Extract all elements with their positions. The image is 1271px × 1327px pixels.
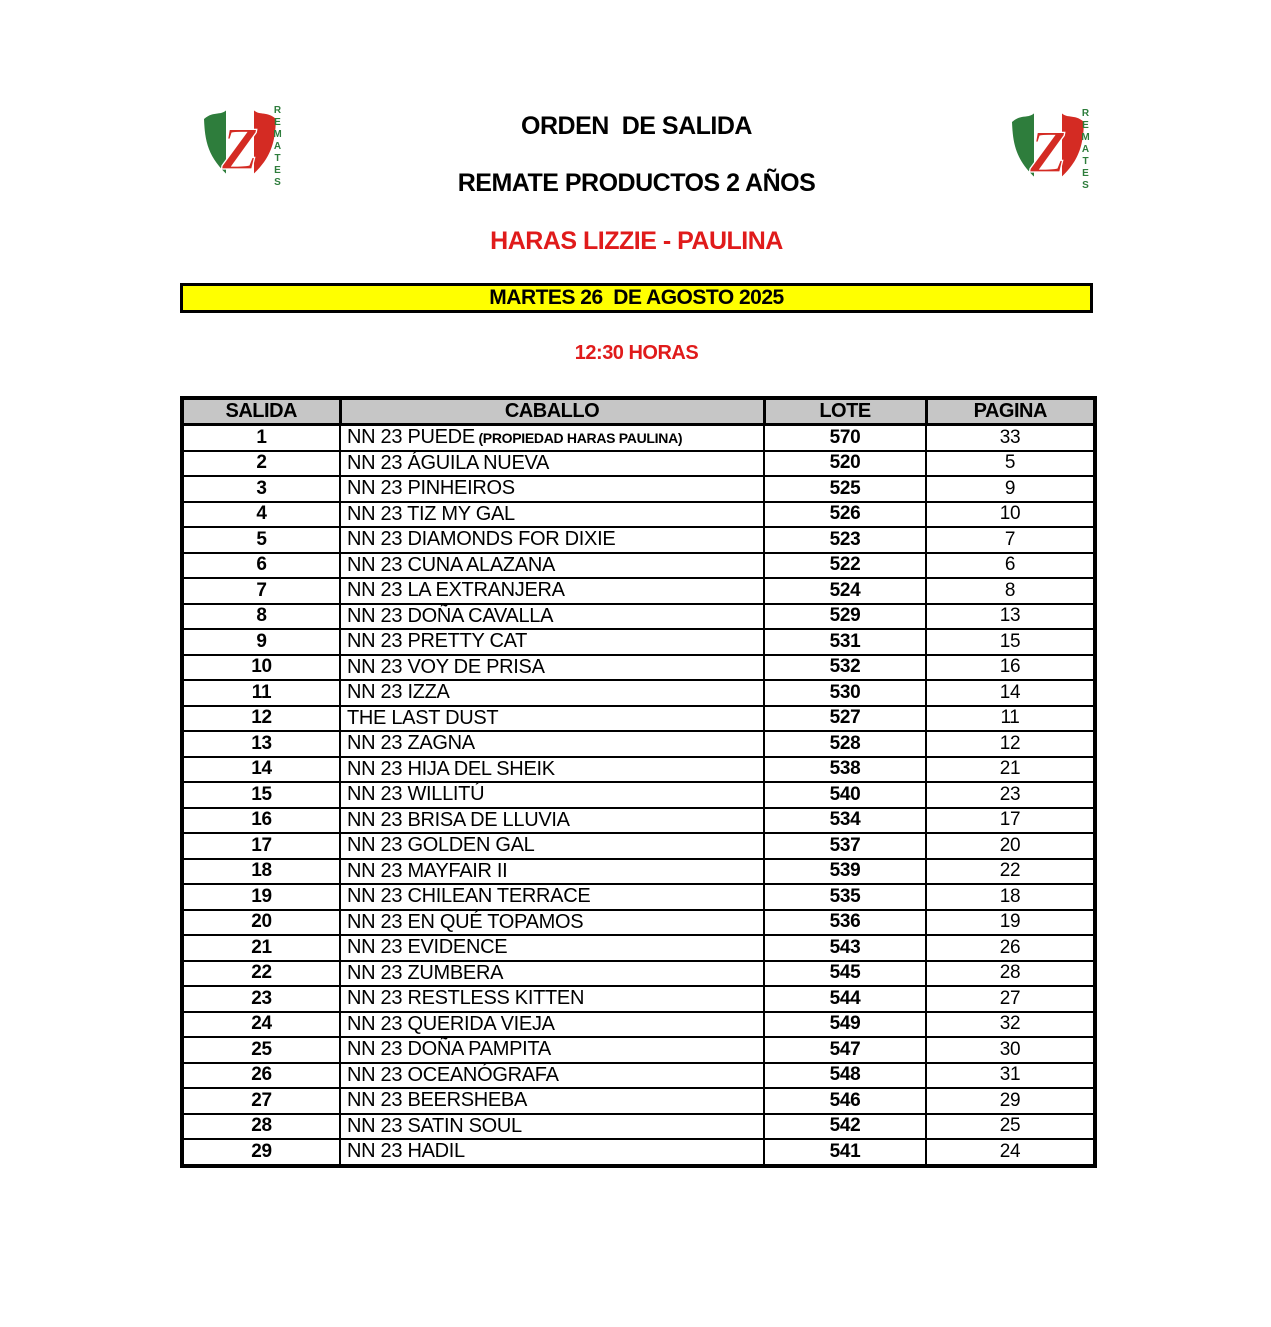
cell-caballo <box>340 527 764 553</box>
table-row <box>182 578 1095 604</box>
horse-name: NN 23 DOÑA CAVALLA <box>347 604 554 627</box>
cell-pagina: 17 <box>926 808 1095 834</box>
cell-pagina: 11 <box>926 706 1095 732</box>
horse-name: NN 23 DIAMONDS FOR DIXIE <box>347 528 616 551</box>
horse-name: NN 23 LA EXTRANJERA <box>347 579 565 602</box>
cell-pagina: 8 <box>926 578 1095 604</box>
cell-caballo <box>340 1139 764 1166</box>
cell-salida: 11 <box>182 680 340 706</box>
cell-salida: 8 <box>182 604 340 630</box>
table-row <box>182 782 1095 808</box>
horse-name: NN 23 EN QUÉ TOPAMOS <box>347 910 584 933</box>
table-row <box>182 706 1095 732</box>
cell-caballo <box>340 986 764 1012</box>
column-header-pagina: PAGINA <box>926 398 1095 425</box>
cell-lote: 536 <box>764 910 926 936</box>
table-row <box>182 502 1095 528</box>
column-header-salida: SALIDA <box>182 398 340 425</box>
cell-pagina: 9 <box>926 476 1095 502</box>
cell-pagina: 19 <box>926 910 1095 936</box>
cell-pagina: 21 <box>926 757 1095 783</box>
cell-salida: 5 <box>182 527 340 553</box>
horse-name: NN 23 TIZ MY GAL <box>347 502 515 525</box>
table-row <box>182 935 1095 961</box>
horse-name: NN 23 PINHEIROS <box>347 477 515 500</box>
cell-salida: 16 <box>182 808 340 834</box>
cell-pagina: 27 <box>926 986 1095 1012</box>
cell-salida: 26 <box>182 1063 340 1089</box>
cell-caballo <box>340 553 764 579</box>
horse-name: NN 23 ÁGUILA NUEVA <box>347 451 550 474</box>
cell-salida: 25 <box>182 1037 340 1063</box>
cell-caballo <box>340 961 764 987</box>
svg-text:Z: Z <box>1029 119 1067 185</box>
table-row <box>182 910 1095 936</box>
cell-lote: 542 <box>764 1114 926 1140</box>
remates-logo-vertical-label: REMATES <box>1080 108 1091 192</box>
table-row <box>182 1063 1095 1089</box>
cell-lote: 526 <box>764 502 926 528</box>
cell-salida: 21 <box>182 935 340 961</box>
horse-name: NN 23 WILLITÚ <box>347 783 485 806</box>
cell-lote: 570 <box>764 425 926 451</box>
cell-caballo <box>340 655 764 681</box>
table-row <box>182 655 1095 681</box>
cell-lote: 539 <box>764 859 926 885</box>
cell-lote: 538 <box>764 757 926 783</box>
cell-pagina: 7 <box>926 527 1095 553</box>
cell-pagina: 20 <box>926 833 1095 859</box>
cell-lote: 527 <box>764 706 926 732</box>
cell-salida: 3 <box>182 476 340 502</box>
cell-salida: 10 <box>182 655 340 681</box>
horse-name: NN 23 ZAGNA <box>347 732 475 755</box>
cell-lote: 549 <box>764 1012 926 1038</box>
cell-caballo <box>340 757 764 783</box>
cell-pagina: 33 <box>926 425 1095 451</box>
horse-name: NN 23 RESTLESS KITTEN <box>347 987 585 1010</box>
cell-pagina: 18 <box>926 884 1095 910</box>
cell-salida: 19 <box>182 884 340 910</box>
column-header-caballo: CABALLO <box>340 398 764 425</box>
cell-salida: 15 <box>182 782 340 808</box>
cell-pagina: 6 <box>926 553 1095 579</box>
cell-pagina: 29 <box>926 1088 1095 1114</box>
table-row <box>182 731 1095 757</box>
horse-name: NN 23 PRETTY CAT <box>347 630 528 653</box>
cell-lote: 534 <box>764 808 926 834</box>
cell-pagina: 14 <box>926 680 1095 706</box>
table-row <box>182 527 1095 553</box>
table-row <box>182 808 1095 834</box>
cell-lote: 532 <box>764 655 926 681</box>
cell-lote: 522 <box>764 553 926 579</box>
table-row <box>182 451 1095 477</box>
cell-salida: 12 <box>182 706 340 732</box>
table-row <box>182 884 1095 910</box>
cell-caballo <box>340 1037 764 1063</box>
table-row <box>182 629 1095 655</box>
cell-lote: 545 <box>764 961 926 987</box>
table-header-row <box>182 398 1095 425</box>
cell-salida: 18 <box>182 859 340 885</box>
cell-caballo <box>340 425 764 451</box>
cell-caballo <box>340 833 764 859</box>
column-header-lote: LOTE <box>764 398 926 425</box>
table-row <box>182 604 1095 630</box>
cell-pagina: 5 <box>926 451 1095 477</box>
page-title: ORDEN DE SALIDA <box>521 112 752 140</box>
cell-pagina: 13 <box>926 604 1095 630</box>
horse-name: NN 23 PUEDE <box>347 426 475 449</box>
remates-logo-vertical-label: REMATES <box>272 105 283 189</box>
order-table <box>180 396 1097 1168</box>
cell-lote: 525 <box>764 476 926 502</box>
cell-salida: 24 <box>182 1012 340 1038</box>
cell-salida: 17 <box>182 833 340 859</box>
horse-name: NN 23 BRISA DE LLUVIA <box>347 808 570 831</box>
cell-lote: 546 <box>764 1088 926 1114</box>
cell-pagina: 16 <box>926 655 1095 681</box>
horse-name: NN 23 HADIL <box>347 1140 465 1163</box>
horse-name: NN 23 CHILEAN TERRACE <box>347 885 591 908</box>
cell-caballo <box>340 629 764 655</box>
cell-caballo <box>340 604 764 630</box>
cell-caballo <box>340 884 764 910</box>
cell-caballo <box>340 1088 764 1114</box>
cell-pagina: 24 <box>926 1139 1095 1166</box>
table-row <box>182 833 1095 859</box>
cell-lote: 540 <box>764 782 926 808</box>
cell-salida: 20 <box>182 910 340 936</box>
cell-salida: 6 <box>182 553 340 579</box>
cell-lote: 531 <box>764 629 926 655</box>
horse-name: NN 23 EVIDENCE <box>347 936 508 959</box>
order-table-body <box>182 425 1095 1166</box>
cell-salida: 9 <box>182 629 340 655</box>
cell-pagina: 32 <box>926 1012 1095 1038</box>
horse-name: NN 23 DOÑA PAMPITA <box>347 1038 551 1061</box>
cell-pagina: 25 <box>926 1114 1095 1140</box>
document-content <box>180 0 1093 1327</box>
cell-salida: 22 <box>182 961 340 987</box>
table-row <box>182 859 1095 885</box>
cell-salida: 23 <box>182 986 340 1012</box>
horse-name: NN 23 CUNA ALAZANA <box>347 553 556 576</box>
cell-caballo <box>340 935 764 961</box>
date-banner: MARTES 26 DE AGOSTO 2025 <box>180 283 1093 313</box>
cell-lote: 544 <box>764 986 926 1012</box>
horse-name: NN 23 BEERSHEBA <box>347 1089 528 1112</box>
cell-lote: 523 <box>764 527 926 553</box>
cell-salida: 29 <box>182 1139 340 1166</box>
horse-name: NN 23 VOY DE PRISA <box>347 655 545 678</box>
cell-caballo <box>340 1012 764 1038</box>
cell-caballo <box>340 782 764 808</box>
cell-lote: 547 <box>764 1037 926 1063</box>
cell-caballo <box>340 502 764 528</box>
cell-caballo <box>340 731 764 757</box>
cell-caballo <box>340 859 764 885</box>
table-row <box>182 476 1095 502</box>
table-row <box>182 1012 1095 1038</box>
cell-pagina: 26 <box>926 935 1095 961</box>
cell-caballo <box>340 910 764 936</box>
horse-name: NN 23 ZUMBERA <box>347 961 504 984</box>
cell-lote: 535 <box>764 884 926 910</box>
horse-name: NN 23 IZZA <box>347 681 450 704</box>
cell-salida: 14 <box>182 757 340 783</box>
table-row <box>182 553 1095 579</box>
horse-note: (PROPIEDAD HARAS PAULINA) <box>474 430 683 447</box>
cell-lote: 537 <box>764 833 926 859</box>
cell-caballo <box>340 706 764 732</box>
cell-pagina: 23 <box>926 782 1095 808</box>
table-row <box>182 680 1095 706</box>
table-row <box>182 1037 1095 1063</box>
cell-pagina: 28 <box>926 961 1095 987</box>
table-row <box>182 1088 1095 1114</box>
table-row <box>182 986 1095 1012</box>
cell-salida: 2 <box>182 451 340 477</box>
cell-lote: 548 <box>764 1063 926 1089</box>
cell-salida: 1 <box>182 425 340 451</box>
cell-caballo <box>340 1114 764 1140</box>
cell-pagina: 10 <box>926 502 1095 528</box>
event-title: HARAS LIZZIE - PAULINA <box>490 227 783 255</box>
cell-pagina: 15 <box>926 629 1095 655</box>
cell-lote: 528 <box>764 731 926 757</box>
time-label: 12:30 HORAS <box>574 342 699 364</box>
cell-lote: 543 <box>764 935 926 961</box>
cell-caballo <box>340 680 764 706</box>
cell-salida: 13 <box>182 731 340 757</box>
cell-salida: 4 <box>182 502 340 528</box>
svg-text:Z: Z <box>221 116 259 182</box>
cell-caballo <box>340 451 764 477</box>
cell-caballo <box>340 476 764 502</box>
cell-lote: 524 <box>764 578 926 604</box>
cell-lote: 541 <box>764 1139 926 1166</box>
horse-name: NN 23 HIJA DEL SHEIK <box>347 757 555 780</box>
cell-pagina: 30 <box>926 1037 1095 1063</box>
table-row <box>182 757 1095 783</box>
cell-caballo <box>340 1063 764 1089</box>
horse-name: NN 23 OCEANÓGRAFA <box>347 1063 559 1086</box>
cell-caballo <box>340 808 764 834</box>
horse-name: NN 23 QUERIDA VIEJA <box>347 1012 555 1035</box>
cell-salida: 27 <box>182 1088 340 1114</box>
cell-salida: 7 <box>182 578 340 604</box>
table-row <box>182 961 1095 987</box>
cell-caballo <box>340 578 764 604</box>
cell-pagina: 12 <box>926 731 1095 757</box>
page-subtitle: REMATE PRODUCTOS 2 AÑOS <box>457 169 816 197</box>
horse-name: NN 23 MAYFAIR II <box>347 859 508 882</box>
cell-pagina: 31 <box>926 1063 1095 1089</box>
cell-salida: 28 <box>182 1114 340 1140</box>
cell-lote: 520 <box>764 451 926 477</box>
horse-name: NN 23 SATIN SOUL <box>347 1114 522 1137</box>
table-row <box>182 1114 1095 1140</box>
cell-lote: 530 <box>764 680 926 706</box>
cell-lote: 529 <box>764 604 926 630</box>
cell-pagina: 22 <box>926 859 1095 885</box>
table-row <box>182 425 1095 451</box>
table-row <box>182 1139 1095 1166</box>
horse-name: NN 23 GOLDEN GAL <box>347 834 535 857</box>
horse-name: THE LAST DUST <box>347 706 499 729</box>
